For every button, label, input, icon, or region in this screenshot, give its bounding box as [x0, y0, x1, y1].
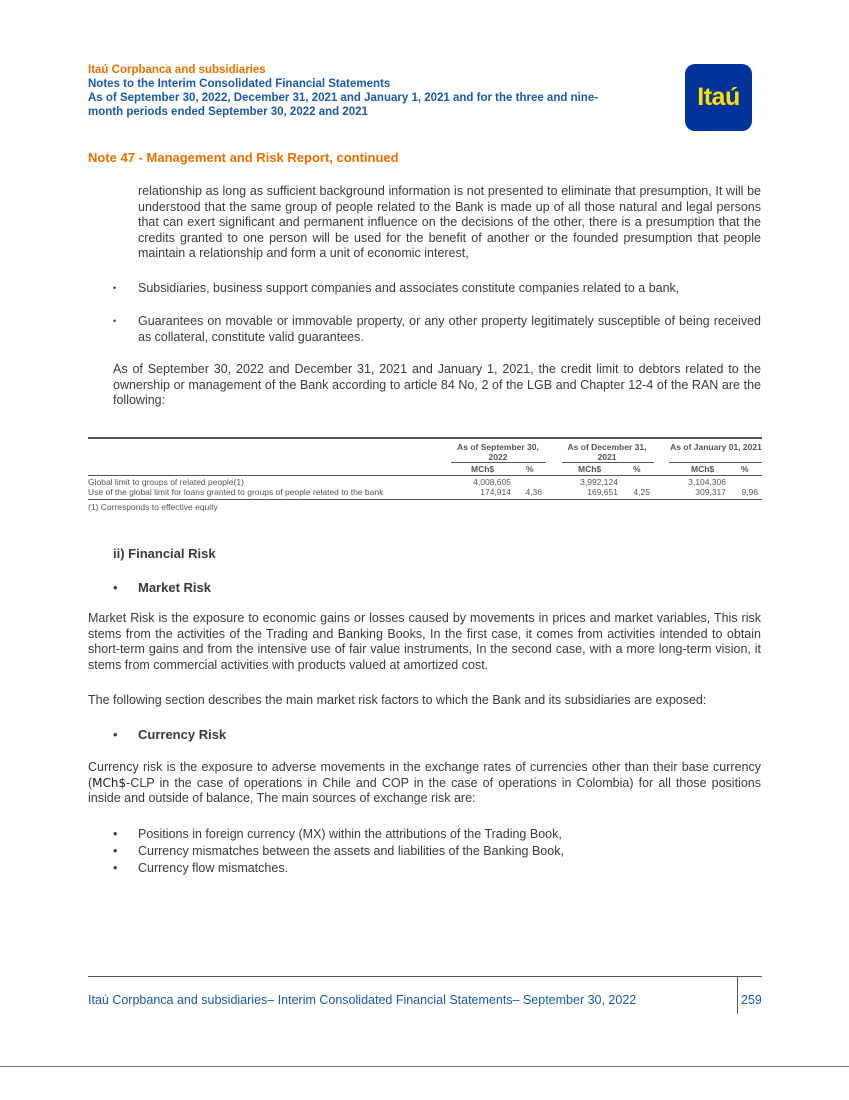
list-item [113, 281, 761, 297]
bullet-mark: • [113, 727, 118, 742]
col-underline [562, 462, 654, 463]
list-item [113, 827, 761, 843]
col-header-sep-2022: As of September 30, 2022 [457, 442, 539, 462]
cell-value: 4,008,605 [473, 477, 511, 487]
bullet-mark: • [113, 316, 117, 326]
currency-risk-paragraph [88, 760, 761, 807]
header-line-3: As of September 30, 2022, December 31, 2021 and January 1, 2021 and for the three and nine- [88, 92, 599, 104]
currency-risk-heading: Currency Risk [138, 727, 227, 742]
financial-risk-heading: ii) Financial Risk [113, 546, 216, 561]
itau-logo [685, 64, 752, 131]
table-bottom-rule [88, 499, 762, 500]
pct-header: % [741, 464, 749, 474]
cell-pct: 9,96 [741, 487, 758, 497]
table-row [88, 487, 762, 497]
unit-header: MCh$ [578, 464, 602, 474]
currency-text-c: -CLP in the case of operations in Chile and COP in the case of operations in Colombia) for all those positions inside and outside of balance, The main sources of exchange risk are: [88, 775, 761, 805]
header-line-4: month periods ended September 30, 2022 and 2021 [88, 106, 368, 118]
paragraph-presumption: relationship as long as sufficient background information is not presented to eliminate that presumption, It will be understood that the same group of people related to the Bank is made up of all those natural and legal persons that can exert significant and permanent influence on the decisions of the other, there is a presumption that the credits granted to one person will be used for the benefit of another or the founded presumption that people maintain a relationship and form a unit of economic interest, [138, 184, 761, 260]
bullet-mark: • [113, 580, 118, 595]
footer-text: Itaú Corpbanca and subsidiaries– Interim Consolidated Financial Statements– September 30, 2022 [88, 993, 637, 1007]
cell-pct: 4,25 [633, 487, 650, 497]
company-name: Itaú Corpbanca and subsidiaries [88, 64, 266, 76]
logo-text: Itaú [697, 83, 740, 111]
bullet-mark: • [113, 844, 118, 858]
bullet-text: Currency flow mismatches. [138, 861, 289, 875]
unit-header: MCh$ [691, 464, 715, 474]
bullet-mark: • [113, 861, 118, 875]
cell-value: 3,104,306 [688, 477, 726, 487]
cell-value: 3,992,124 [580, 477, 618, 487]
bullet-text: Positions in foreign currency (MX) within the attributions of the Trading Book, [138, 827, 562, 841]
header-line-2: Notes to the Interim Consolidated Financial Statements [88, 78, 391, 90]
bullet-mark: • [113, 283, 117, 293]
list-item [113, 844, 761, 860]
note-title: Note 47 - Management and Risk Report, continued [88, 150, 399, 165]
market-factors-paragraph: The following section describes the main market risk factors to which the Bank and its subsidiaries are exposed: [88, 693, 707, 707]
market-risk-heading: Market Risk [138, 580, 211, 595]
cell-value: 174,914 [480, 487, 511, 497]
page-number: 259 [741, 993, 762, 1007]
table-footnote: (1) Corresponds to effective equity [88, 502, 218, 512]
row-label: Global limit to groups of related people(1) [88, 477, 244, 487]
cell-pct: 4,36 [525, 487, 542, 497]
cell-value: 169,651 [587, 487, 618, 497]
page-bottom-line [0, 1066, 849, 1067]
bullet-text: Guarantees on movable or immovable property, or any other property legitimately susceptible of being received as collateral, constitute valid guarantees. [138, 314, 761, 344]
header-rule [88, 475, 762, 476]
pct-header: % [526, 464, 534, 474]
currency-unit: MCh$ [92, 775, 127, 790]
bullet-text: Subsidiaries, business support companies and associates constitute companies related to a bank, [138, 281, 680, 295]
paragraph-credit-limit: As of September 30, 2022 and December 31, 2021 and January 1, 2021, the credit limit to debtors related to the ownership or management of the Bank according to article 84 No, 2 of the LGB and Chapter 12-4 of the RAN are the following: [113, 362, 761, 407]
col-header-jan-2021: As of January 01, 2021 [670, 442, 762, 452]
col-underline [451, 462, 546, 463]
col-underline [669, 462, 762, 463]
table-row [88, 477, 762, 487]
bullet-text: Currency mismatches between the assets and liabilities of the Banking Book, [138, 844, 564, 858]
row-label: Use of the global limit for loans granted to groups of people related to the bank [88, 487, 384, 497]
pct-header: % [633, 464, 641, 474]
unit-header: MCh$ [471, 464, 495, 474]
list-item [113, 861, 761, 877]
cell-value: 309,317 [695, 487, 726, 497]
document-header [88, 63, 598, 119]
bullet-mark: • [113, 827, 118, 841]
currency-text-a: Currency risk is the exposure to adverse movements in the exchange rates of currencies other than their base currency ( [88, 760, 761, 790]
footer-divider [737, 976, 738, 1014]
market-risk-paragraph: Market Risk is the exposure to economic gains or losses caused by movements in prices and market variables, This risk stems from the activities of the Trading and Banking Books, In the first case, it comes from activities intended to obtain short-term gains and from the intensive use of fair value instruments, In the second case, with a more long-term vision, it stems from commercial activities with products valued at amortized cost. [88, 611, 761, 672]
list-item [113, 314, 761, 345]
footer-rule [88, 976, 762, 977]
table-top-rule [88, 437, 762, 439]
col-header-dec-2021: As of December 31, 2021 [567, 442, 647, 462]
